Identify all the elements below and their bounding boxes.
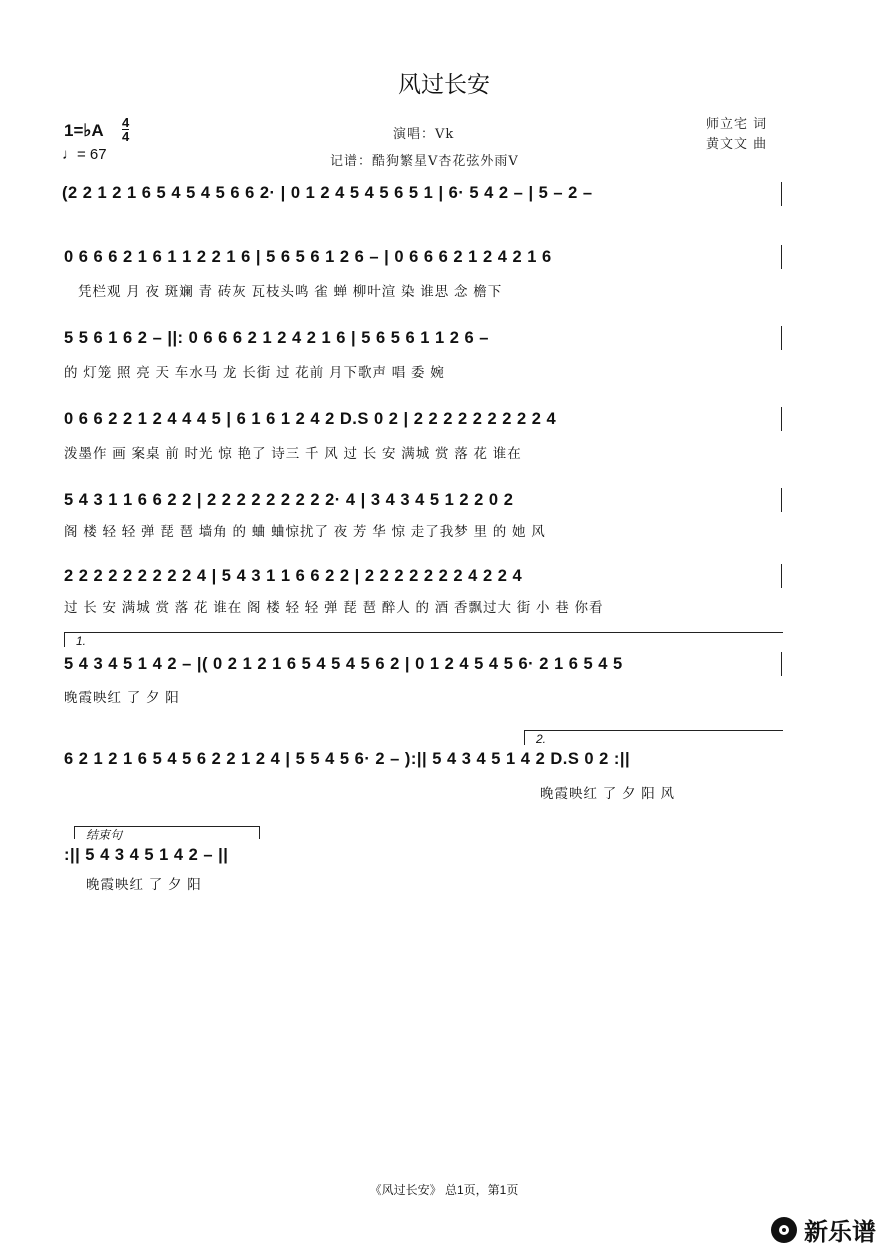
- singer-credit: 演唱：Vk: [393, 127, 455, 142]
- score-row-6-lyrics: 过 长 安 满城 赏 落 花 谁在 阁 楼 轻 轻 弹 琵 琶 醉人 的 酒 香飘过大 街 小 巷 你看: [64, 600, 604, 615]
- bar-line: [781, 326, 782, 350]
- score-row-9-lyrics: 晚霞映红 了 夕 阳: [86, 877, 202, 892]
- coda-label: 结束句: [86, 828, 123, 842]
- score-row-2-lyrics: 凭栏观 月 夜 斑斓 青 砖灰 瓦枝头鸣 雀 蝉 柳叶渲 染 谁思 念 檐下: [78, 284, 503, 299]
- key-signature: 1=♭A: [64, 121, 104, 140]
- lyricist-credit: 师立宅 词: [706, 117, 768, 132]
- bar-line: [781, 182, 782, 206]
- bar-line: [781, 407, 782, 431]
- composer-credit: 黄文文 曲: [706, 137, 768, 152]
- score-row-7-lyrics: 晚霞映红 了 夕 阳: [64, 690, 180, 705]
- bar-line: [781, 245, 782, 269]
- song-title: 风过长安: [398, 71, 490, 97]
- time-signature: 4 4: [122, 115, 130, 144]
- vinyl-record-icon: [770, 1216, 798, 1244]
- site-logo: [770, 1212, 876, 1247]
- score-row-3-lyrics: 的 灯笼 照 亮 天 车水马 龙 长街 过 花前 月下歌声 唱 委 婉: [64, 365, 445, 380]
- score-row-9-notes: :|| 5 4 3 4 5 1 4 2 – ||: [64, 846, 229, 864]
- score-row-4-lyrics: 泼墨作 画 案桌 前 时光 惊 艳了 诗三 千 风 过 长 安 满城 赏 落 花 谁在: [64, 446, 522, 461]
- page-footer: 《风过长安》 总1页，第1页: [369, 1183, 519, 1197]
- score-row-5-notes: 5 4 3 1 1 6 6 2 2 | 2 2 2 2 2 2 2 2 2· 4 | 3 4 3 4 5 1 2 2 0 2: [64, 491, 514, 509]
- bar-line: [781, 488, 782, 512]
- score-row-8-lyrics: 晚霞映红 了 夕 阳 风: [540, 786, 676, 801]
- score-row-8-notes: 6 2 1 2 1 6 5 4 5 6 2 2 1 2 4 | 5 5 4 5 6· 2 – ):|| 5 4 3 4 5 1 4 2 D.S 0 2 :||: [64, 750, 631, 768]
- score-row-1-notes: (2 2 1 2 1 6 5 4 5 4 5 6 6 2· | 0 1 2 4 5 4 5 6 5 1 | 6· 5 4 2 – | 5 – 2 –: [62, 184, 593, 202]
- logo-text: 新乐谱: [804, 1219, 876, 1246]
- tempo-marking: ♩= 67: [62, 146, 107, 163]
- volta-2-bracket: [524, 730, 783, 745]
- score-row-3-notes: 5 5 6 1 6 2 – ||: 0 6 6 6 2 1 2 4 2 1 6 | 5 6 5 6 1 1 2 6 –: [64, 329, 489, 347]
- score-row-7-notes: 5 4 3 4 5 1 4 2 – |( 0 2 1 2 1 6 5 4 5 4 5 6 2 | 0 1 2 4 5 4 5 6· 2 1 6 5 4 5: [64, 655, 623, 673]
- transcriber-credit: 记谱：酷狗繁星V杏花弦外雨V: [330, 154, 519, 169]
- score-row-4-notes: 0 6 6 2 2 1 2 4 4 4 5 | 6 1 6 1 2 4 2 D.S 0 2 | 2 2 2 2 2 2 2 2 2 4: [64, 410, 557, 428]
- bar-line: [781, 652, 782, 676]
- score-row-2-notes: 0 6 6 6 2 1 6 1 1 2 2 1 6 | 5 6 5 6 1 2 6 – | 0 6 6 6 2 1 2 4 2 1 6: [64, 248, 552, 266]
- score-row-5-lyrics: 阁 楼 轻 轻 弹 琵 琶 墙角 的 蛐 蛐惊扰了 夜 芳 华 惊 走了我梦 里 的 她 风: [64, 524, 546, 539]
- volta-2-label: 2.: [536, 732, 547, 746]
- bar-line: [781, 564, 782, 588]
- volta-1-label: 1.: [76, 634, 87, 648]
- volta-1-bracket: [64, 632, 783, 647]
- score-row-6-notes: 2 2 2 2 2 2 2 2 2 4 | 5 4 3 1 1 6 6 2 2 | 2 2 2 2 2 2 2 4 2 2 4: [64, 567, 523, 585]
